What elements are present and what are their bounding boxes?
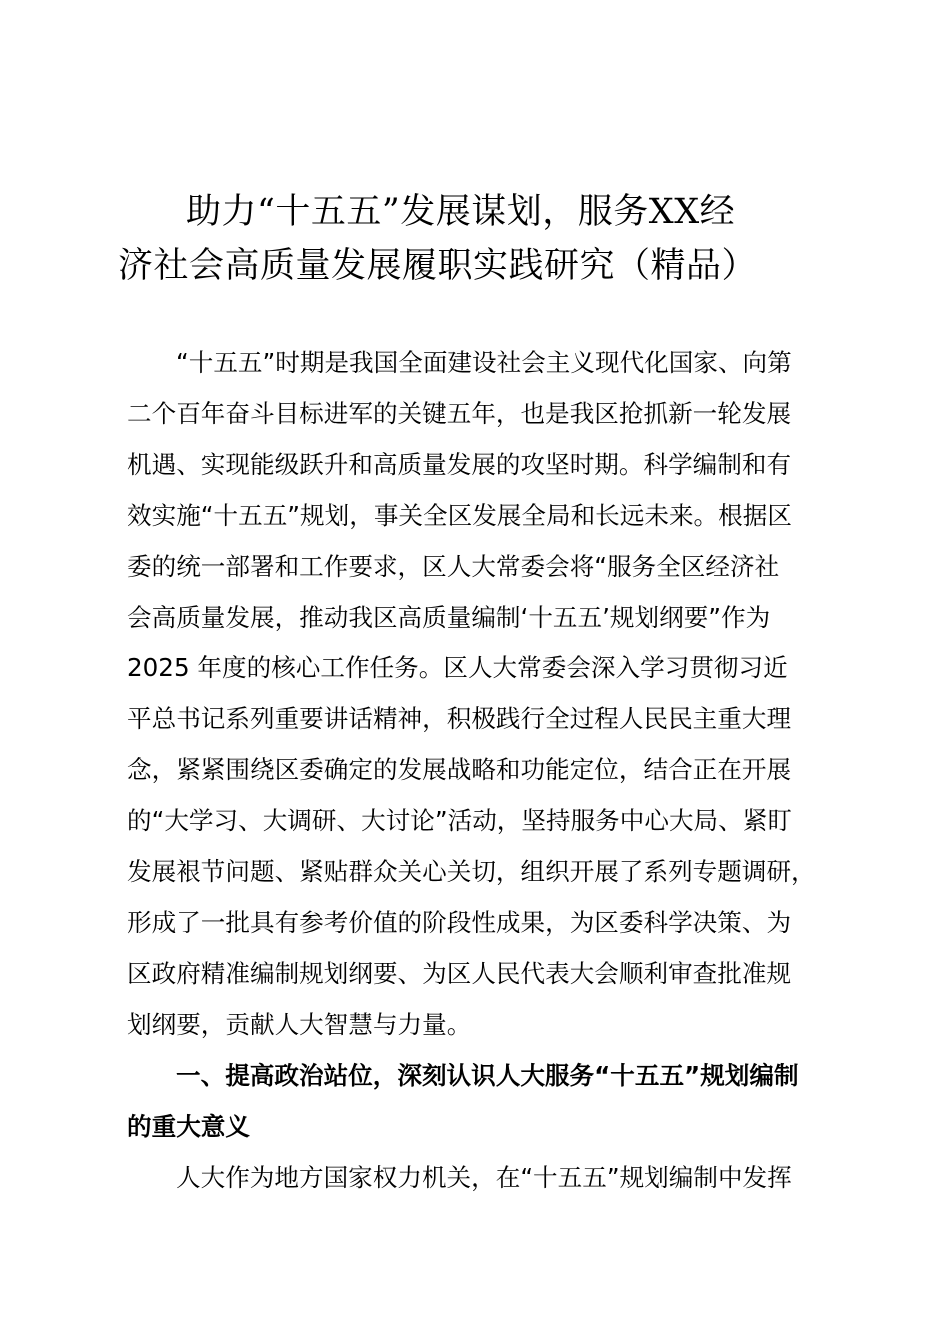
heading-line: 一、提高政治站位，深刻认识人大服务“十五五”规划编制	[176, 1060, 799, 1090]
paragraph-line: 的“大学习、大调研、大讨论”活动，坚持服务中心大局、紧盯	[127, 806, 792, 836]
paragraph-line: 机遇、实现能级跃升和高质量发展的攻坚时期。科学编制和有	[127, 449, 792, 479]
paragraph-line: “十五五”时期是我国全面建设社会主义现代化国家、向第	[176, 348, 792, 377]
paragraph-line: 区政府精准编制规划纲要、为区人民代表大会顺利审查批准规	[127, 958, 792, 988]
paragraph-line: 划纲要，贡献人大智慧与力量。	[127, 1009, 472, 1039]
section-heading-1	[127, 1051, 829, 1153]
paragraph-line: 平总书记系列重要讲话精神，积极践行全过程人民民主重大理	[127, 704, 792, 734]
heading-line: 的重大意义	[127, 1111, 250, 1141]
paragraph-line: 效实施“十五五”规划，事关全区发展全局和长远未来。根据区	[127, 500, 792, 530]
title-line-2: 济社会高质量发展履职实践研究（精品）	[118, 246, 758, 286]
paragraph-line: 2025 年度的核心工作任务。区人大常委会深入学习贯彻习近	[127, 653, 788, 683]
paragraph-line: 人大作为地方国家权力机关，在“十五五”规划编制中发挥	[176, 1162, 792, 1192]
paragraph-line: 念，紧紧围绕区委确定的发展战略和功能定位，结合正在开展	[127, 755, 792, 785]
paragraph-line: 委的统一部署和工作要求，区人大常委会将“服务全区经济社	[127, 551, 780, 581]
paragraph-line: 会高质量发展，推动我区高质量编制‘十五五’规划纲要”作为	[127, 602, 771, 632]
intro-paragraph	[127, 338, 829, 1051]
paragraph-line: 二个百年奋斗目标进军的关键五年，也是我区抢抓新一轮发展	[127, 398, 792, 428]
title-line-1: 助力“十五五”发展谋划，服务XX经	[186, 192, 736, 232]
section-paragraph	[127, 1153, 829, 1204]
paragraph-line: 形成了一批具有参考价值的阶段性成果，为区委科学决策、为	[127, 907, 792, 937]
document-body	[127, 338, 829, 1203]
paragraph-line: 发展裉节问题、紧贴群众关心关切，组织开展了系列专题调研，	[127, 857, 816, 887]
document-title	[118, 185, 838, 293]
